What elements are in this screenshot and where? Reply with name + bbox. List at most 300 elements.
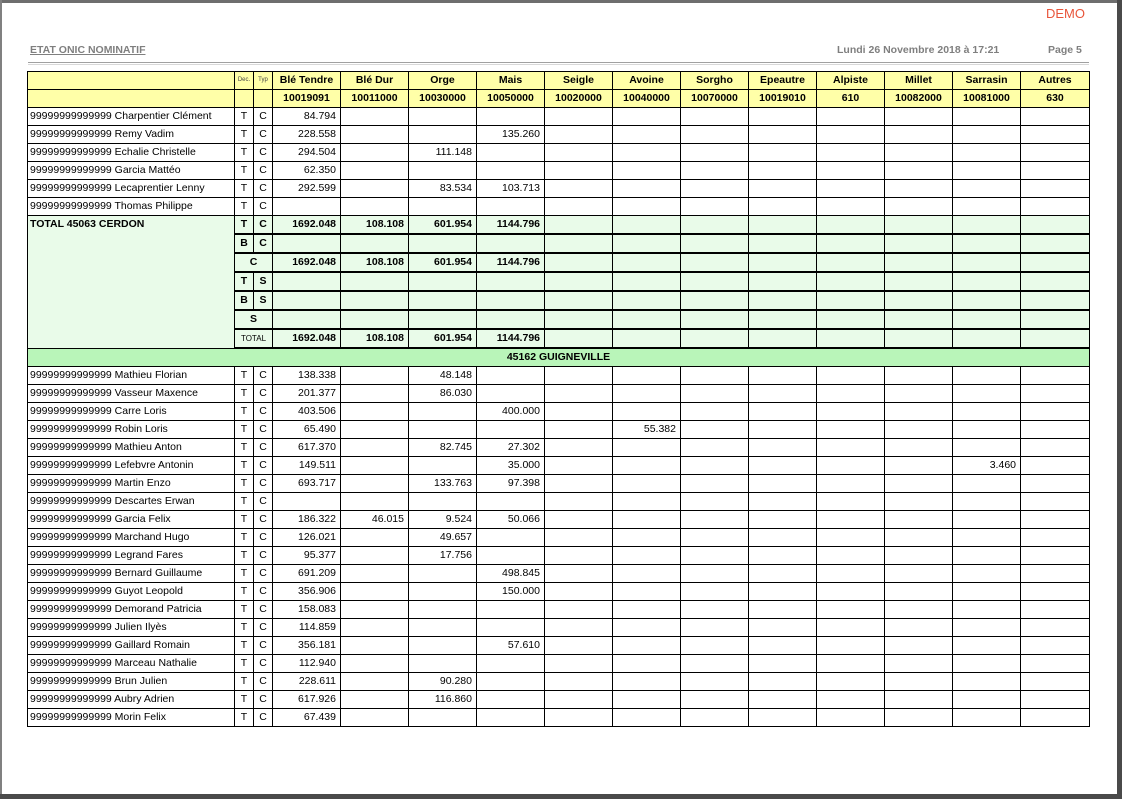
value-cell (953, 565, 1021, 583)
total-value-cell (817, 310, 885, 329)
value-cell (341, 126, 409, 144)
total-row (28, 216, 1090, 235)
total-value-cell (885, 234, 953, 253)
value-cell (613, 475, 681, 493)
total-value-cell (409, 291, 477, 310)
value-cell (613, 403, 681, 421)
total-type-cell: TOTAL (235, 329, 273, 348)
typ-cell: C (254, 108, 273, 126)
value-cell (817, 493, 885, 511)
table-row (28, 529, 1090, 547)
page-shadow-bottom (0, 794, 1122, 799)
farmer-label: 99999999999999 Mathieu Anton (28, 439, 235, 457)
value-cell: 228.558 (273, 126, 341, 144)
value-cell (341, 565, 409, 583)
value-cell (1021, 709, 1090, 727)
header-divider-light (28, 64, 1089, 65)
typ-cell: S (254, 272, 273, 291)
farmer-label: 99999999999999 Remy Vadim (28, 126, 235, 144)
value-cell: 498.845 (477, 565, 545, 583)
table-row (28, 439, 1090, 457)
table-row (28, 691, 1090, 709)
value-cell (1021, 619, 1090, 637)
value-cell (749, 403, 817, 421)
value-cell (613, 691, 681, 709)
value-cell (817, 198, 885, 216)
value-cell: 149.511 (273, 457, 341, 475)
total-value-cell (341, 291, 409, 310)
section-header: 45162 GUIGNEVILLE (28, 348, 1090, 367)
value-cell (885, 457, 953, 475)
value-cell (749, 691, 817, 709)
header-row-codes (28, 90, 1090, 108)
value-cell (341, 180, 409, 198)
value-cell: 693.717 (273, 475, 341, 493)
value-cell (545, 198, 613, 216)
total-value-cell: 1144.796 (477, 329, 545, 348)
dec-cell: T (235, 637, 254, 655)
table-row (28, 367, 1090, 385)
value-cell (613, 493, 681, 511)
value-cell: 400.000 (477, 403, 545, 421)
value-cell (1021, 601, 1090, 619)
value-cell (885, 367, 953, 385)
value-cell (681, 367, 749, 385)
total-value-cell (681, 329, 749, 348)
value-cell (953, 511, 1021, 529)
typ-cell: C (254, 234, 273, 253)
value-cell (817, 439, 885, 457)
crop-code-header: 10070000 (681, 90, 749, 108)
crop-code-header: 10019010 (749, 90, 817, 108)
typ-cell: C (254, 385, 273, 403)
value-cell (545, 583, 613, 601)
value-cell (545, 529, 613, 547)
value-cell (953, 198, 1021, 216)
value-cell (817, 180, 885, 198)
value-cell (817, 367, 885, 385)
value-cell (545, 709, 613, 727)
value-cell: 403.506 (273, 403, 341, 421)
crop-name-header: Epeautre (749, 72, 817, 90)
crop-name-header: Seigle (545, 72, 613, 90)
dec-cell: T (235, 583, 254, 601)
dec-cell: T (235, 272, 254, 291)
value-cell (545, 547, 613, 565)
value-cell (1021, 655, 1090, 673)
value-cell (953, 385, 1021, 403)
total-value-cell (681, 234, 749, 253)
value-cell (477, 144, 545, 162)
dec-cell: T (235, 439, 254, 457)
value-cell: 617.370 (273, 439, 341, 457)
value-cell (1021, 421, 1090, 439)
total-value-cell (545, 216, 613, 235)
value-cell (613, 619, 681, 637)
value-cell (885, 709, 953, 727)
value-cell (817, 529, 885, 547)
value-cell (477, 421, 545, 439)
value-cell (885, 673, 953, 691)
total-value-cell (885, 216, 953, 235)
value-cell: 112.940 (273, 655, 341, 673)
typ-cell: C (254, 180, 273, 198)
value-cell (613, 457, 681, 475)
total-value-cell (409, 310, 477, 329)
value-cell: 65.490 (273, 421, 341, 439)
crop-code-header: 10011000 (341, 90, 409, 108)
total-value-cell (341, 310, 409, 329)
report-date: Lundi 26 Novembre 2018 à 17:21 (837, 44, 1000, 56)
total-value-cell (1021, 310, 1090, 329)
crop-code-header: 10019091 (273, 90, 341, 108)
value-cell (885, 108, 953, 126)
table-row (28, 144, 1090, 162)
value-cell (1021, 439, 1090, 457)
value-cell (681, 601, 749, 619)
farmer-label: 99999999999999 Lefebvre Antonin (28, 457, 235, 475)
value-cell: 158.083 (273, 601, 341, 619)
value-cell (341, 144, 409, 162)
total-value-cell (953, 272, 1021, 291)
table-row (28, 162, 1090, 180)
value-cell (681, 162, 749, 180)
value-cell (613, 385, 681, 403)
farmer-label: 99999999999999 Guyot Leopold (28, 583, 235, 601)
dec-cell: T (235, 529, 254, 547)
value-cell: 46.015 (341, 511, 409, 529)
table-row (28, 601, 1090, 619)
total-value-cell (1021, 329, 1090, 348)
value-cell (817, 162, 885, 180)
typ-cell: C (254, 511, 273, 529)
value-cell (885, 439, 953, 457)
value-cell (953, 709, 1021, 727)
value-cell (613, 126, 681, 144)
total-value-cell (953, 310, 1021, 329)
value-cell (885, 493, 953, 511)
value-cell: 114.859 (273, 619, 341, 637)
value-cell (953, 403, 1021, 421)
value-cell (341, 198, 409, 216)
value-cell (613, 180, 681, 198)
total-value-cell (749, 216, 817, 235)
value-cell: 50.066 (477, 511, 545, 529)
table-row (28, 403, 1090, 421)
value-cell (749, 108, 817, 126)
total-value-cell (749, 329, 817, 348)
value-cell (953, 439, 1021, 457)
dec-cell: T (235, 475, 254, 493)
value-cell (1021, 511, 1090, 529)
value-cell (341, 601, 409, 619)
value-cell (817, 385, 885, 403)
value-cell (409, 655, 477, 673)
value-cell (1021, 385, 1090, 403)
value-cell (545, 601, 613, 619)
value-cell (885, 601, 953, 619)
value-cell (681, 198, 749, 216)
value-cell (1021, 126, 1090, 144)
value-cell (681, 457, 749, 475)
value-cell (885, 475, 953, 493)
value-cell (341, 108, 409, 126)
crop-name-header: Mais (477, 72, 545, 90)
value-cell (1021, 565, 1090, 583)
total-value-cell (613, 253, 681, 272)
total-value-cell (885, 272, 953, 291)
total-value-cell (817, 272, 885, 291)
value-cell (477, 619, 545, 637)
total-value-cell (817, 291, 885, 310)
typ-cell: C (254, 547, 273, 565)
value-cell (953, 655, 1021, 673)
demo-watermark: DEMO (1046, 6, 1085, 21)
crop-code-header: 10081000 (953, 90, 1021, 108)
farmer-label: 99999999999999 Descartes Erwan (28, 493, 235, 511)
value-cell: 135.260 (477, 126, 545, 144)
value-cell (749, 180, 817, 198)
value-cell (545, 619, 613, 637)
value-cell (477, 108, 545, 126)
crop-code-header: 10040000 (613, 90, 681, 108)
total-value-cell (749, 234, 817, 253)
value-cell: 17.756 (409, 547, 477, 565)
value-cell (681, 529, 749, 547)
total-value-cell (953, 291, 1021, 310)
total-value-cell (273, 291, 341, 310)
value-cell (409, 601, 477, 619)
value-cell (613, 529, 681, 547)
total-value-cell (613, 291, 681, 310)
value-cell (409, 583, 477, 601)
crop-name-header: Avoine (613, 72, 681, 90)
value-cell: 9.524 (409, 511, 477, 529)
dec-cell: B (235, 291, 254, 310)
typ-cell: C (254, 216, 273, 235)
value-cell: 35.000 (477, 457, 545, 475)
value-cell: 133.763 (409, 475, 477, 493)
value-cell: 111.148 (409, 144, 477, 162)
value-cell (953, 162, 1021, 180)
crop-name-header: Millet (885, 72, 953, 90)
value-cell (1021, 162, 1090, 180)
typ-cell: C (254, 583, 273, 601)
dec-cell: T (235, 367, 254, 385)
value-cell (885, 421, 953, 439)
value-cell (953, 144, 1021, 162)
crop-code-header: 10030000 (409, 90, 477, 108)
total-type-cell: S (235, 310, 273, 329)
value-cell (341, 403, 409, 421)
total-value-cell: 601.954 (409, 216, 477, 235)
table-row (28, 126, 1090, 144)
page-shadow-right (1117, 0, 1122, 799)
typ-cell: C (254, 162, 273, 180)
value-cell (681, 475, 749, 493)
dec-cell: T (235, 601, 254, 619)
farmer-label: 99999999999999 Bernard Guillaume (28, 565, 235, 583)
total-value-cell (953, 216, 1021, 235)
value-cell (885, 619, 953, 637)
value-cell (613, 439, 681, 457)
total-value-cell (681, 272, 749, 291)
farmer-label: 99999999999999 Echalie Christelle (28, 144, 235, 162)
value-cell (613, 565, 681, 583)
window-top-border (0, 0, 1122, 3)
value-cell (817, 126, 885, 144)
total-value-cell (545, 234, 613, 253)
value-cell (1021, 144, 1090, 162)
crop-name-header: Sarrasin (953, 72, 1021, 90)
value-cell (545, 421, 613, 439)
farmer-label: 99999999999999 Aubry Adrien (28, 691, 235, 709)
table-row (28, 198, 1090, 216)
value-cell (613, 511, 681, 529)
value-cell (953, 601, 1021, 619)
total-value-cell (953, 329, 1021, 348)
value-cell (749, 162, 817, 180)
value-cell (681, 691, 749, 709)
value-cell (613, 601, 681, 619)
dec-cell: T (235, 511, 254, 529)
value-cell (681, 547, 749, 565)
value-cell (409, 126, 477, 144)
total-value-cell (817, 234, 885, 253)
value-cell (341, 457, 409, 475)
typ-cell: C (254, 144, 273, 162)
value-cell (953, 126, 1021, 144)
value-cell (1021, 547, 1090, 565)
header-label-cell (28, 90, 235, 108)
value-cell (477, 493, 545, 511)
crop-code-header: 630 (1021, 90, 1090, 108)
value-cell (749, 475, 817, 493)
value-cell: 294.504 (273, 144, 341, 162)
value-cell (749, 637, 817, 655)
total-value-cell: 1692.048 (273, 253, 341, 272)
value-cell (749, 601, 817, 619)
value-cell (1021, 108, 1090, 126)
total-value-cell (613, 216, 681, 235)
table-row (28, 457, 1090, 475)
value-cell (409, 162, 477, 180)
farmer-label: 99999999999999 Charpentier Clément (28, 108, 235, 126)
section-header-row (28, 348, 1090, 367)
value-cell (1021, 403, 1090, 421)
value-cell: 356.906 (273, 583, 341, 601)
farmer-label: 99999999999999 Carre Loris (28, 403, 235, 421)
total-value-cell (545, 291, 613, 310)
value-cell (545, 691, 613, 709)
total-value-cell (817, 253, 885, 272)
value-cell (817, 565, 885, 583)
farmer-label: 99999999999999 Martin Enzo (28, 475, 235, 493)
value-cell (885, 655, 953, 673)
value-cell (885, 126, 953, 144)
dec-cell: T (235, 673, 254, 691)
typ-cell: C (254, 439, 273, 457)
value-cell (545, 565, 613, 583)
value-cell: 126.021 (273, 529, 341, 547)
value-cell (885, 583, 953, 601)
dec-cell: T (235, 216, 254, 235)
value-cell: 83.534 (409, 180, 477, 198)
value-cell (749, 583, 817, 601)
value-cell (409, 565, 477, 583)
value-cell (681, 108, 749, 126)
onic-table (27, 71, 1090, 727)
value-cell (885, 511, 953, 529)
total-value-cell (545, 310, 613, 329)
value-cell (749, 367, 817, 385)
farmer-label: 99999999999999 Garcia Felix (28, 511, 235, 529)
typ-cell: C (254, 655, 273, 673)
value-cell (545, 493, 613, 511)
total-value-cell (953, 253, 1021, 272)
total-value-cell (477, 291, 545, 310)
value-cell (341, 367, 409, 385)
total-label: TOTAL 45063 CERDON (28, 216, 235, 349)
table-row (28, 180, 1090, 198)
value-cell (885, 198, 953, 216)
value-cell (749, 709, 817, 727)
value-cell (749, 673, 817, 691)
value-cell (409, 709, 477, 727)
crop-code-header: 10050000 (477, 90, 545, 108)
value-cell (1021, 529, 1090, 547)
table-row (28, 385, 1090, 403)
dec-cell: T (235, 108, 254, 126)
total-value-cell (341, 272, 409, 291)
value-cell: 57.610 (477, 637, 545, 655)
value-cell (545, 162, 613, 180)
typ-cell: C (254, 126, 273, 144)
value-cell (545, 655, 613, 673)
value-cell: 84.794 (273, 108, 341, 126)
typ-cell: C (254, 198, 273, 216)
value-cell (341, 655, 409, 673)
crop-name-header: Orge (409, 72, 477, 90)
crop-name-header: Sorgho (681, 72, 749, 90)
total-value-cell (749, 272, 817, 291)
dec-cell: T (235, 655, 254, 673)
report-title: ETAT ONIC NOMINATIF (30, 44, 146, 56)
crop-name-header: Blé Dur (341, 72, 409, 90)
typ-cell: C (254, 457, 273, 475)
value-cell (681, 619, 749, 637)
total-value-cell (409, 272, 477, 291)
value-cell (681, 673, 749, 691)
value-cell (817, 655, 885, 673)
header-typ-cell (254, 90, 273, 108)
dec-cell: T (235, 126, 254, 144)
table-row (28, 108, 1090, 126)
value-cell: 138.338 (273, 367, 341, 385)
value-cell: 82.745 (409, 439, 477, 457)
typ-cell: C (254, 709, 273, 727)
farmer-label: 99999999999999 Gaillard Romain (28, 637, 235, 655)
value-cell (341, 493, 409, 511)
dec-cell: T (235, 709, 254, 727)
dec-cell: T (235, 619, 254, 637)
total-value-cell (613, 272, 681, 291)
value-cell (749, 565, 817, 583)
value-cell: 62.350 (273, 162, 341, 180)
value-cell (1021, 198, 1090, 216)
value-cell (817, 421, 885, 439)
value-cell (817, 673, 885, 691)
